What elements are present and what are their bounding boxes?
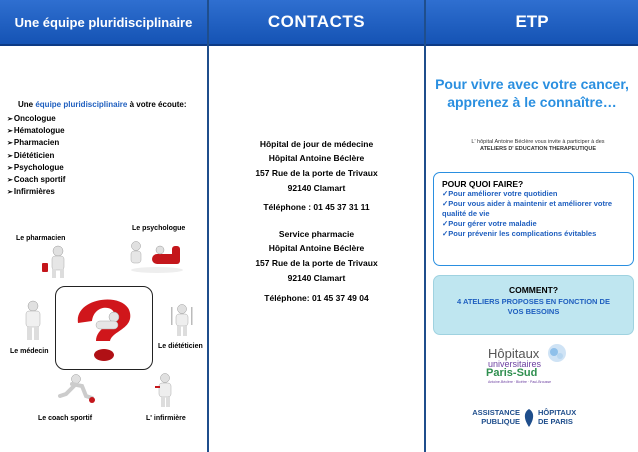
why-title: POUR QUOI FAIRE? [442, 179, 524, 189]
how-box [433, 275, 634, 335]
why-box [433, 172, 634, 266]
list-item: ➢ Diététicien [7, 150, 65, 162]
contact1-phone: Téléphone : 01 45 37 31 11 [263, 202, 370, 212]
list-item: ➢ Psychologue [7, 162, 65, 174]
list-item: ➢ Pharmacien [7, 137, 65, 149]
list-item: ✓Pour prévenir les complications évitables [442, 229, 597, 238]
team-header: Une équipe pluridisciplinaire [0, 0, 207, 46]
list-item: ✓Pour gérer votre maladie [442, 219, 537, 228]
list-item: ✓Pour améliorer votre quotidien [442, 189, 558, 198]
specialty-list [7, 113, 65, 198]
list-item: ➢ Oncologue [7, 113, 65, 125]
why-list [442, 189, 628, 239]
pharmacist-figure-icon [36, 245, 76, 279]
aphp-logo: ASSISTANCE PUBLIQUE HÔPITAUX DE PARIS [472, 408, 577, 426]
list-item: ➢ Coach sportif [7, 174, 65, 186]
how-title: COMMENT? [508, 285, 559, 295]
coach-figure-icon [56, 374, 98, 404]
list-item: ➢ Hématologue [7, 125, 65, 137]
label-infirmiere: L' infirmière [146, 415, 186, 422]
contacts-column [209, 0, 424, 452]
contact2-service: Service pharmacie [278, 229, 355, 239]
psychologist-figure-icon [124, 238, 186, 274]
doctor-figure-icon [20, 300, 46, 342]
how-text: 4 ATELIERS PROPOSES EN FONCTION DE VOS BESOINS [457, 297, 610, 316]
label-pharmacien: Le pharmacien [16, 235, 66, 242]
label-dieteticien: Le diététicien [158, 343, 203, 350]
contacts-header: CONTACTS [209, 0, 424, 46]
contact1-service: Hôpital de jour de médecine [259, 139, 374, 149]
question-mark-frame [55, 286, 153, 370]
hospital-emblem-icon [546, 342, 568, 370]
etp-tagline: Pour vivre avec votre cancer, apprenez à le connaître… [435, 76, 629, 110]
label-psychologue: Le psychologue [132, 225, 186, 232]
list-item: ➢ Infirmières [7, 186, 65, 198]
contact2-city: 92140 Clamart [287, 273, 346, 283]
etp-invite: L' hôpital Antoine Béclère vous invite à participer à des ATELIERS D' EDUCATION THERAPEUTIQUE [471, 139, 605, 152]
contact2-street: 157 Rue de la porte de Trivaux [255, 258, 378, 268]
label-coach: Le coach sportif [38, 415, 93, 422]
list-item: ✓Pour vous aider à maintenir et améliorer votre qualité de vie [442, 199, 613, 218]
question-mark-icon [56, 287, 152, 369]
team-column [0, 0, 207, 452]
contact1-hospital: Hôpital Antoine Béclère [268, 153, 365, 163]
aphp-emblem-icon [522, 408, 536, 428]
contact1-city: 92140 Clamart [287, 183, 346, 193]
hopitaux-paris-sud-logo: Hôpitaux universitaires Paris-Sud Antoine-Béclère · Bicêtre · Paul-Brousse [480, 342, 600, 387]
etp-column [426, 0, 638, 452]
nurse-figure-icon [152, 372, 178, 408]
contact2-hospital: Hôpital Antoine Béclère [268, 243, 365, 253]
dietitian-figure-icon [168, 303, 196, 337]
team-intro: Une équipe pluridisciplinaire à votre écoute: [18, 100, 187, 109]
etp-header: ETP [426, 0, 638, 46]
contact2-phone: Téléphone: 01 45 37 49 04 [264, 293, 369, 303]
label-medecin: Le médecin [10, 348, 49, 355]
contact1-street: 157 Rue de la porte de Trivaux [255, 168, 378, 178]
